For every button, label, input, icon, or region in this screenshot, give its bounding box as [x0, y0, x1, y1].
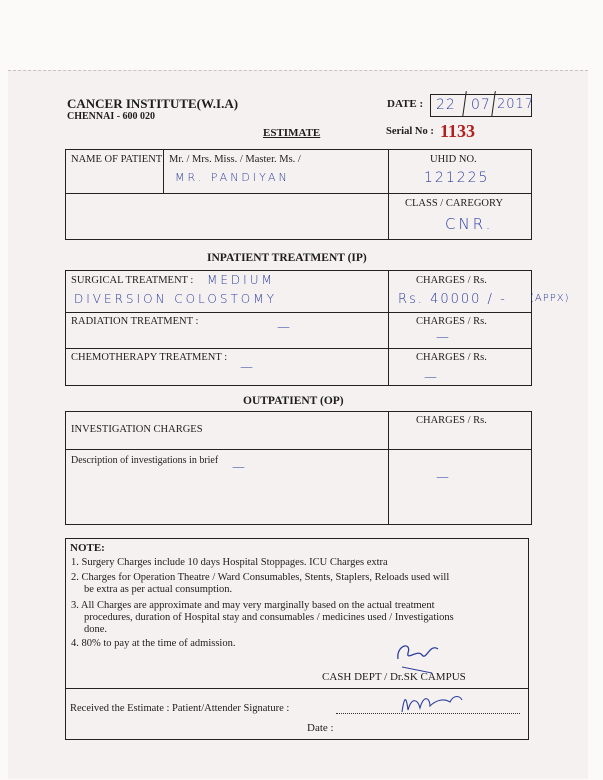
patient-signature-icon — [396, 690, 466, 716]
received-label: Received the Estimate : Patient/Attender Signature : — [70, 703, 290, 714]
class-value: CNR. — [445, 215, 494, 233]
note-line: done. — [84, 624, 108, 635]
inpatient-table — [65, 270, 532, 386]
surgical-charge-value: Rs. 40000 / - — [398, 292, 507, 307]
note-line: procedures, duration of Hospital stay and consumables / medicines used / Investigations — [84, 612, 454, 623]
op-charges-label: CHARGES / Rs. — [416, 415, 487, 426]
uhid-label: UHID NO. — [430, 154, 477, 165]
row-divider — [65, 312, 532, 313]
date-day: 22 — [436, 97, 456, 113]
row-divider — [65, 193, 532, 194]
notes-heading: NOTE: — [70, 542, 105, 554]
date-month: 07 — [471, 97, 491, 113]
col-divider — [388, 411, 389, 524]
institute-city: CHENNAI - 600 020 — [67, 111, 156, 122]
patient-name-value: MR. PANDIYAN — [175, 171, 290, 184]
row-divider — [65, 449, 532, 450]
note-line: 2. Charges for Operation Theatre / Ward Consumables, Stents, Staplers, Reloads used will — [71, 572, 450, 583]
radiation-value: — — [277, 320, 291, 335]
row-divider — [65, 348, 532, 349]
note-line: 3. All Charges are approximate and may very marginally based on the actual treatment — [71, 600, 435, 611]
uhid-value: 121225 — [424, 170, 490, 186]
radiation-charges-label: CHARGES / Rs. — [416, 316, 487, 327]
date-footer-label: Date : — [307, 722, 334, 734]
description-value: — — [232, 460, 246, 475]
op-charge-value: — — [436, 470, 450, 485]
institute-name: CANCER INSTITUTE(W.I.A) — [67, 96, 239, 111]
surgical-label: SURGICAL TREATMENT : — [71, 275, 194, 286]
description-label: Description of investigations in brief — [71, 455, 219, 466]
serial-label: Serial No : — [386, 126, 434, 137]
col-divider — [163, 149, 164, 194]
surgical-value-1: MEDIUM — [207, 273, 275, 287]
row-divider — [65, 688, 529, 689]
chemo-charges-label: CHARGES / Rs. — [416, 352, 487, 363]
chemo-charge-value: — — [424, 370, 438, 385]
class-label: CLASS / CAREGORY — [405, 198, 504, 209]
col-divider — [388, 270, 389, 385]
cashier-signature-icon — [392, 635, 452, 675]
date-label: DATE : — [387, 98, 424, 110]
outpatient-heading: OUTPATIENT (OP) — [243, 395, 344, 407]
note-line: 4. 80% to pay at the time of admission. — [71, 638, 236, 649]
chemo-label: CHEMOTHERAPY TREATMENT : — [71, 352, 228, 363]
cash-dept-label: CASH DEPT / Dr.SK CAMPUS — [322, 671, 466, 683]
col-divider — [388, 149, 389, 239]
date-year: 2017 — [497, 97, 535, 112]
serial-number: 1133 — [440, 121, 476, 141]
form-title: ESTIMATE — [263, 127, 321, 139]
investigation-label: INVESTIGATION CHARGES — [71, 424, 203, 435]
note-line: 1. Surgery Charges include 10 days Hospital Stoppages. ICU Charges extra — [71, 557, 388, 568]
chemo-value: — — [240, 360, 254, 375]
surgical-charges-label: CHARGES / Rs. — [416, 275, 487, 286]
radiation-charge-value: — — [436, 330, 450, 345]
salutation-label: Mr. / Mrs. Miss. / Master. Ms. / — [169, 154, 301, 165]
patient-name-label: NAME OF PATIENT — [71, 154, 163, 165]
inpatient-heading: INPATIENT TREATMENT (IP) — [207, 252, 367, 264]
note-line: be extra as per actual consumption. — [84, 584, 233, 595]
radiation-label: RADIATION TREATMENT : — [71, 316, 199, 327]
surgical-value-2: DIVERSION COLOSTOMY — [74, 292, 277, 306]
surgical-charge-note: (APPX) — [530, 293, 570, 304]
